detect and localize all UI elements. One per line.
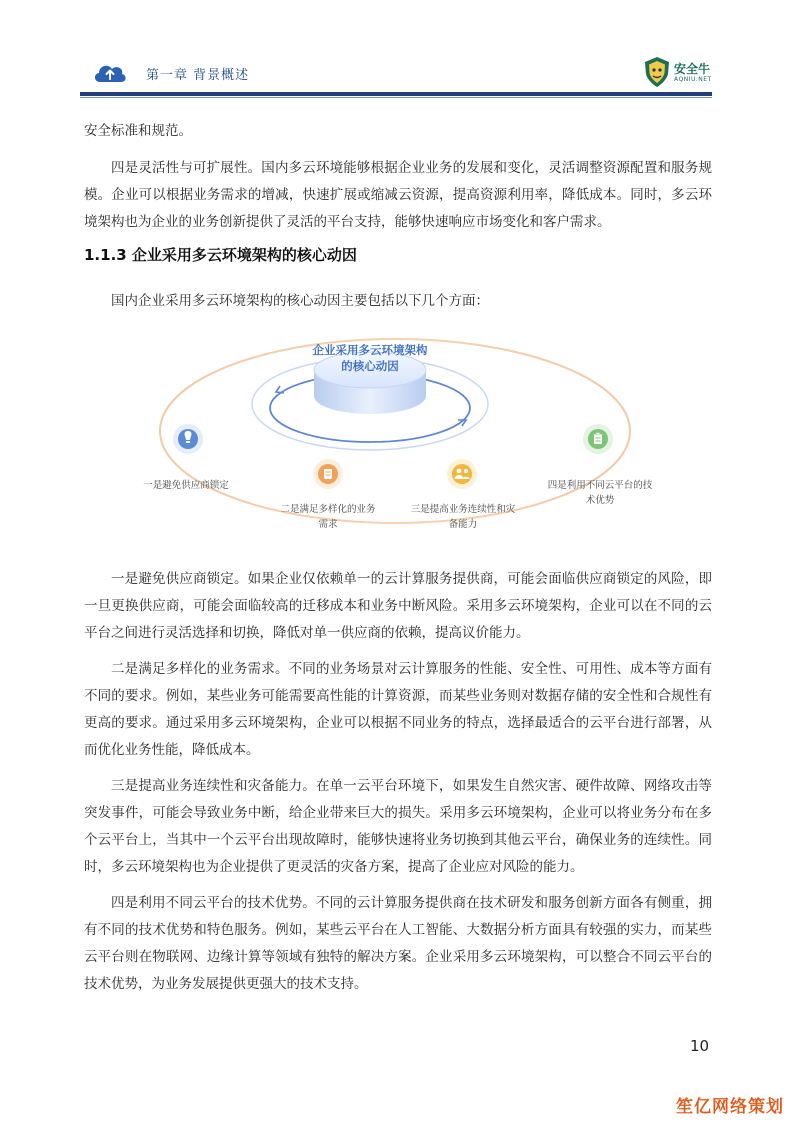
page-number: 10 xyxy=(690,1037,710,1055)
watermark-text: 笙亿网络策划 xyxy=(676,1097,784,1117)
node-label-3b: 备能力 xyxy=(448,519,478,530)
page-header xyxy=(0,0,794,100)
node-vendor-lockin xyxy=(143,424,229,491)
chapter-title: 第一章 背景概述 xyxy=(146,68,250,83)
node-label-2b: 需求 xyxy=(318,519,338,530)
center-title-line1: 企业采用多云环境架构 xyxy=(312,343,428,357)
node-continuity xyxy=(411,459,516,530)
node-label-4b: 术优势 xyxy=(585,495,615,506)
shield-icon xyxy=(644,56,670,88)
center-title-line2: 的核心动因 xyxy=(341,359,399,373)
paragraph-diverse-needs: 二是满足多样化的业务需求。不同的业务场景对云计算服务的性能、安全性、可用性、成本等方面有不同的要求。例如，某些业务可能需要高性能的计算资源，而某些业务则对数据存储的安全性和合规性有更高的要求。通过采用多云环境架构，企业可以根据不同业务的特点，选择最适合的云平台进行部署，从而优化业务性能，降低成本。 xyxy=(84,661,712,758)
header-divider-thin xyxy=(80,97,712,98)
node-label-4a: 四是利用不同云平台的技 xyxy=(547,480,653,491)
paragraph-flexibility: 四是灵活性与可扩展性。国内多云环境能够根据企业业务的发展和变化，灵活调整资源配置和服务规模。企业可以根据业务需求的增减，快速扩展或缩减云资源，提高资源利用率，降低成本。同时，多云环境架构也为企业的业务创新提供了灵活的平台支持，能够快速响应市场变化和客户需求。 xyxy=(84,160,712,230)
paragraph-continuity: 三是提高业务连续性和灾备能力。在单一云平台环境下，如果发生自然灾害、硬件故障、网络攻击等突发事件，可能会导致业务中断，给企业带来巨大的损失。采用多云环境架构，企业可以将业务分布在多个云平台上，当其中一个云平台出现故障时，能够快速将业务切换到其他云平台，确保业务的连续性。同时，多云环境架构也为企业提供了更灵活的灾备方案，提高了企业应对风险的能力。 xyxy=(84,778,712,875)
motivation-diagram xyxy=(100,326,690,556)
node-label-1: 一是避免供应商锁定 xyxy=(143,480,229,491)
brand-logo xyxy=(644,56,724,90)
paragraph-vendor-lockin: 一是避免供应商锁定。如果企业仅依赖单一的云计算服务提供商，可能会面临供应商锁定的风险，即一旦更换供应商，可能会面临较高的迁移成本和业务中断风险。采用多云环境架构，企业可以在不同的云平台之间进行灵活选择和切换，降低对单一供应商的依赖，提高议价能力。 xyxy=(84,571,712,641)
paragraph-tech-advantage: 四是利用不同云平台的技术优势。不同的云计算服务提供商在技术研发和服务创新方面各有侧重，拥有不同的技术优势和特色服务。例如，某些云平台在人工智能、大数据分析方面具有较强的实力，而某些云平台则在物联网、边缘计算等领域有独特的解决方案。企业采用多云环境架构，可以整合不同云平台的技术优势，为业务发展提供更强大的技术支持。 xyxy=(84,895,712,992)
node-tech-advantage xyxy=(548,424,653,506)
users-icon xyxy=(452,464,472,484)
node-label-2a: 二是满足多样化的业务 xyxy=(280,504,376,515)
section-heading: 1.1.3 企业采用多云环境架构的核心动因 xyxy=(84,246,357,264)
section-intro: 国内企业采用多云环境架构的核心动因主要包括以下几个方面： xyxy=(111,293,489,309)
brand-domain: AQNIU.NET xyxy=(674,76,712,83)
paragraph-continuation: 安全标准和规范。 xyxy=(84,123,192,139)
header-divider xyxy=(80,92,712,96)
node-label-3a: 三是提高业务连续性和灾 xyxy=(410,504,516,515)
cloud-upload-icon xyxy=(92,60,128,84)
node-diverse-needs xyxy=(280,459,376,530)
brand-name: 安全牛 xyxy=(674,62,711,76)
